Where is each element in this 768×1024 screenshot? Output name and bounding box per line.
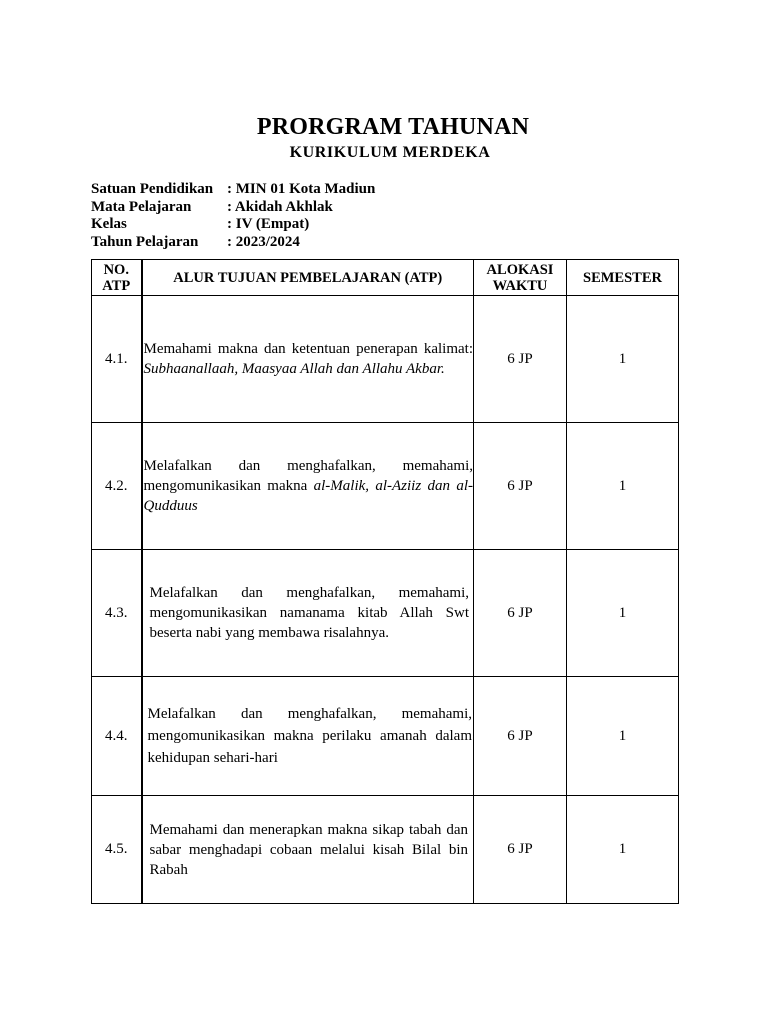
atp-text-italic: Subhaanallaah, Maasyaa Allah dan Allahu Akbar.: [143, 361, 445, 377]
row-alokasi: 6 JP: [474, 296, 567, 423]
row-alokasi: 6 JP: [474, 677, 567, 796]
header-semester: SEMESTER: [567, 260, 679, 296]
atp-text-plain: Melafalkan dan menghafalkan, memahami, mengomunikasikan makna perilaku amanah dalam kehidupan sehari-hari: [147, 706, 472, 766]
info-row-satuan: [91, 181, 375, 199]
row-alokasi: 6 JP: [474, 550, 567, 677]
atp-text: [148, 706, 473, 766]
atp-text: [150, 822, 469, 878]
row-no: 4.4.: [92, 677, 142, 796]
row-semester: 1: [567, 296, 679, 423]
info-row-mapel: [91, 199, 375, 217]
row-atp: [142, 550, 474, 677]
atp-text-plain: Memahami dan menerapkan makna sikap tabah dan sabar menghadapi cobaan melalui kisah Bilal bin Rabah: [149, 821, 468, 878]
info-value: : IV (Empat): [227, 216, 310, 232]
row-semester: 1: [567, 677, 679, 796]
atp-text-plain: Melafalkan dan menghafalkan, memahami, mengomunikasikan makna: [143, 458, 473, 494]
info-block: [91, 181, 375, 251]
atp-text-italic: al-Malik, al-Aziiz dan al-Qudduus: [143, 478, 473, 514]
info-label: Kelas: [91, 216, 127, 232]
row-semester: 1: [567, 550, 679, 677]
page-title: PRORGRAM TAHUNAN: [256, 114, 530, 140]
table-header-row: [92, 260, 679, 296]
info-value: : MIN 01 Kota Madiun: [227, 181, 376, 197]
header-alokasi: ALOKASI WAKTU: [474, 260, 567, 296]
row-atp: [142, 796, 474, 904]
table-row: [92, 796, 679, 904]
row-atp: [142, 296, 474, 423]
row-semester: 1: [567, 423, 679, 550]
atp-text-plain: Memahami makna dan ketentuan penerapan kalimat:: [143, 341, 473, 357]
info-value: : Akidah Akhlak: [227, 198, 333, 215]
row-no: 4.1.: [92, 296, 142, 423]
table-row: [92, 296, 679, 423]
page-subtitle: KURIKULUM MERDEKA: [289, 144, 491, 161]
row-no: 4.5.: [92, 796, 142, 904]
table-row: [92, 677, 679, 796]
row-atp: [142, 677, 474, 796]
row-semester: 1: [567, 796, 679, 904]
info-label: Mata Pelajaran: [91, 198, 192, 215]
table-row: [92, 550, 679, 677]
info-label: Tahun Pelajaran: [91, 233, 199, 250]
header-no-atp: NO. ATP: [92, 260, 142, 296]
info-row-tahun: [91, 234, 375, 252]
atp-text: [150, 585, 470, 641]
info-row-kelas: [91, 216, 375, 234]
table-row: [92, 423, 679, 550]
row-alokasi: 6 JP: [474, 796, 567, 904]
row-no: 4.3.: [92, 550, 142, 677]
atp-text-plain: Melafalkan dan menghafalkan, memahami, mengomunikasikan namanama kitab Allah Swt beserta nabi yang membawa risalahnya.: [149, 585, 469, 641]
row-atp: [142, 423, 474, 550]
row-alokasi: 6 JP: [474, 423, 567, 550]
info-label: Satuan Pendidikan: [91, 181, 214, 197]
atp-text: [144, 341, 474, 377]
row-no: 4.2.: [92, 423, 142, 550]
header-atp: ALUR TUJUAN PEMBELAJARAN (ATP): [142, 260, 474, 296]
atp-table: [91, 259, 679, 904]
info-value: : 2023/2024: [227, 233, 300, 250]
atp-text: [144, 458, 474, 514]
